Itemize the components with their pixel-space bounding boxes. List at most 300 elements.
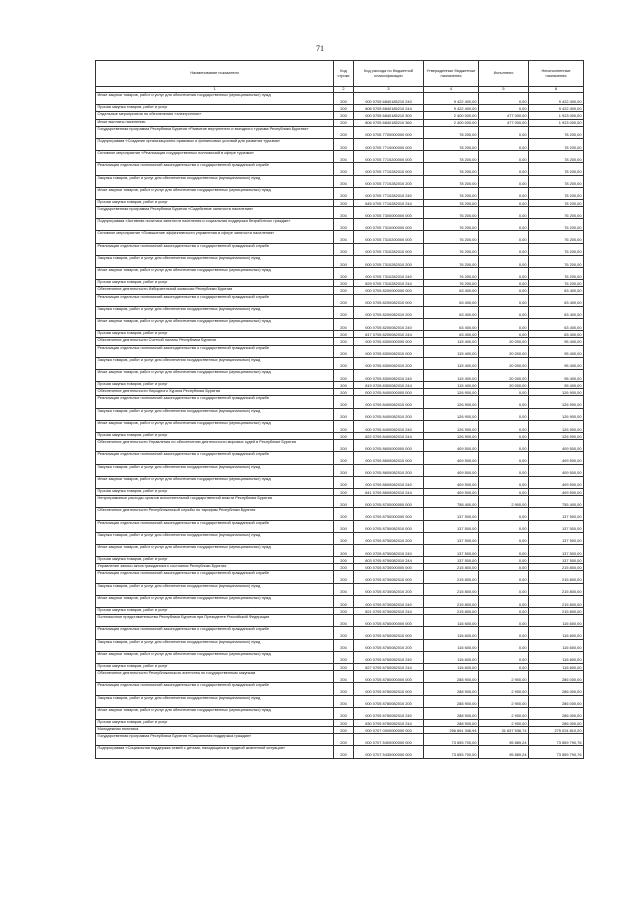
table-header [96, 61, 584, 93]
cell-unexecuted: 755 400,00 [529, 496, 584, 508]
cell-executed: 0,00 [479, 389, 529, 396]
cell-executed: 2 900,00 [479, 707, 529, 719]
cell-approved-budget: 126 900,00 [424, 420, 479, 432]
cell-classification-code: 000 0705 8300082010 000 [354, 345, 424, 357]
cell-indicator-name: Обеспечение деятельности Республиканского агентства по государственным закупкам [96, 671, 334, 683]
cell-unexecuted: 137 500,00 [529, 557, 584, 564]
cell-unexecuted: 116 600,00 [529, 627, 584, 639]
header-indicator-name: Наименование показателя [96, 61, 334, 87]
cell-executed: 2 900,00 [479, 671, 529, 683]
table-row [96, 287, 584, 294]
cell-classification-code: 000 0705 8400082010 200 [354, 408, 424, 420]
cell-unexecuted: 116 600,00 [529, 639, 584, 651]
cell-approved-budget: 76 200,00 [424, 268, 479, 280]
cell-indicator-name: Иные закупки товаров, работ и услуг для обеспечения государственных (муниципальных) нужд [96, 544, 334, 556]
cell-indicator-name: Государственная программа Республики Бурятия «Социальная поддержка граждан» [96, 734, 334, 746]
table-row [96, 564, 584, 571]
cell-classification-code: 000 0705 8750082010 200 [354, 532, 424, 544]
cell-classification-code: 000 0705 8600000000 000 [354, 440, 424, 452]
cell-classification-code: 000 0705 8600082010 200 [354, 464, 424, 476]
cell-line-code: 200 [334, 727, 354, 734]
cell-classification-code: 000 0705 7310000000 000 [354, 219, 424, 231]
cell-executed: 31 637 536,74 [479, 727, 529, 734]
cell-approved-budget: 76 200,00 [424, 231, 479, 243]
cell-executed: 0,00 [479, 663, 529, 670]
table-row [96, 532, 584, 544]
cell-unexecuted: 137 500,00 [529, 508, 584, 520]
cell-executed: 0,00 [479, 520, 529, 532]
cell-indicator-name: Реализация отдельных полномочий законодательства о государственной гражданской службе [96, 396, 334, 408]
cell-executed: 20 000,00 [479, 338, 529, 345]
cell-unexecuted: 95 400,00 [529, 369, 584, 381]
table-row [96, 280, 584, 287]
cell-line-code: 200 [334, 112, 354, 119]
cell-approved-budget: 115 400,00 [424, 345, 479, 357]
cell-classification-code: 000 0705 8200082010 000 [354, 294, 424, 306]
cell-indicator-name: Подпрограмма «Создание организационно-правовых и финансовых условий для развития туризма» [96, 138, 334, 150]
cell-approved-budget: 126 900,00 [424, 389, 479, 396]
table-row [96, 138, 584, 150]
cell-classification-code: 000 0705 8400000000 000 [354, 389, 424, 396]
cell-executed: 0,00 [479, 243, 529, 255]
cell-classification-code: 000 0705 8760082010 000 [354, 627, 424, 639]
cell-classification-code: 000 0705 8750082010 000 [354, 520, 424, 532]
cell-executed: 0,00 [479, 175, 529, 187]
cell-line-code: 200 [334, 187, 354, 199]
cell-executed: 20 000,00 [479, 382, 529, 389]
column-index-cell: 4 [424, 87, 479, 93]
cell-line-code: 200 [334, 440, 354, 452]
table-row [96, 345, 584, 357]
cell-line-code: 200 [334, 331, 354, 338]
cell-executed: 0,00 [479, 138, 529, 150]
cell-approved-budget: 288 900,00 [424, 695, 479, 707]
cell-line-code: 200 [334, 369, 354, 381]
cell-executed: 0,00 [479, 476, 529, 488]
cell-line-code: 200 [334, 671, 354, 683]
table-row [96, 219, 584, 231]
cell-unexecuted: 286 000,00 [529, 719, 584, 726]
cell-line-code: 200 [334, 564, 354, 571]
cell-unexecuted: 76 200,00 [529, 268, 584, 280]
cell-classification-code: 000 0705 8760082010 200 [354, 639, 424, 651]
cell-indicator-name: Непрограммные расходы органов исполнительной государственной власти Республики Бурятия [96, 496, 334, 508]
cell-line-code: 200 [334, 382, 354, 389]
cell-approved-budget: 215 800,00 [424, 564, 479, 571]
table-row [96, 571, 584, 583]
table-row [96, 695, 584, 707]
cell-classification-code: 806 0705 6840185210 360 [354, 119, 424, 126]
cell-executed: 0,00 [479, 452, 529, 464]
cell-classification-code: 000 0705 8730082010 200 [354, 583, 424, 595]
cell-classification-code: 000 0705 7710282010 000 [354, 163, 424, 175]
cell-unexecuted: 286 000,00 [529, 683, 584, 695]
table-row [96, 683, 584, 695]
table-row [96, 199, 584, 206]
cell-approved-budget: 137 500,00 [424, 520, 479, 532]
cell-classification-code: 000 0705 7310282010 200 [354, 255, 424, 267]
cell-approved-budget: 2 400 000,00 [424, 119, 479, 126]
cell-classification-code: 000 0705 8600082010 000 [354, 452, 424, 464]
cell-line-code: 200 [334, 408, 354, 420]
cell-indicator-name: Иные закупки товаров, работ и услуг для обеспечения государственных (муниципальных) нужд [96, 318, 334, 330]
cell-line-code: 200 [334, 496, 354, 508]
table-row [96, 396, 584, 408]
cell-approved-budget: 409 500,00 [424, 488, 479, 495]
cell-approved-budget: 115 400,00 [424, 369, 479, 381]
header-executed: Исполнено [479, 61, 529, 87]
cell-executed: 0,00 [479, 396, 529, 408]
cell-classification-code: 000 0705 8200082010 200 [354, 306, 424, 318]
table-row [96, 119, 584, 126]
cell-approved-budget: 78 200,00 [424, 163, 479, 175]
table-row [96, 207, 584, 219]
cell-indicator-name: Иные закупки товаров, работ и услуг для обеспечения государственных (муниципальных) нужд [96, 93, 334, 105]
cell-executed: 0,00 [479, 571, 529, 583]
cell-approved-budget: 116 600,00 [424, 663, 479, 670]
cell-indicator-name: Иные закупки товаров, работ и услуг для обеспечения государственных (муниципальных) нужд [96, 707, 334, 719]
cell-unexecuted: 215 800,00 [529, 583, 584, 595]
table-body [96, 93, 584, 759]
table-row [96, 318, 584, 330]
cell-approved-budget: 137 500,00 [424, 532, 479, 544]
cell-indicator-name: Закупка товаров, работ и услуг для обеспечения государственных (муниципальных) нужд [96, 306, 334, 318]
cell-approved-budget: 73 655 700,00 [424, 746, 479, 758]
column-index-cell: 5 [479, 87, 529, 93]
cell-line-code: 200 [334, 683, 354, 695]
cell-unexecuted: 73 559 790,76 [529, 746, 584, 758]
cell-indicator-name: Закупка товаров, работ и услуг для обеспечения государственных (муниципальных) нужд [96, 583, 334, 595]
table-row [96, 719, 584, 726]
budget-execution-table [95, 60, 584, 759]
cell-line-code: 200 [334, 105, 354, 112]
cell-indicator-name: Закупка товаров, работ и услуг для обеспечения государственных (муниципальных) нужд [96, 255, 334, 267]
cell-classification-code: 000 0705 8300000000 000 [354, 338, 424, 345]
cell-unexecuted: 95 400,00 [529, 382, 584, 389]
cell-indicator-name: Прочая закупка товаров, работ и услуг [96, 433, 334, 440]
cell-approved-budget: 78 200,00 [424, 126, 479, 138]
table-row [96, 357, 584, 369]
cell-approved-budget: 288 900,00 [424, 719, 479, 726]
cell-unexecuted: 63 400,00 [529, 306, 584, 318]
cell-line-code: 200 [334, 583, 354, 595]
cell-approved-budget: 409 500,00 [424, 464, 479, 476]
cell-line-code: 200 [334, 138, 354, 150]
cell-approved-budget: 76 200,00 [424, 207, 479, 219]
cell-unexecuted: 126 900,00 [529, 420, 584, 432]
cell-line-code: 200 [334, 151, 354, 163]
table-row [96, 639, 584, 651]
cell-unexecuted: 76 200,00 [529, 219, 584, 231]
cell-unexecuted: 73 559 790,76 [529, 734, 584, 746]
table-row [96, 389, 584, 396]
cell-unexecuted: 409 500,00 [529, 440, 584, 452]
cell-approved-budget: 758 400,00 [424, 496, 479, 508]
table-row [96, 175, 584, 187]
cell-indicator-name: Прочая закупка товаров, работ и услуг [96, 488, 334, 495]
cell-indicator-name: Реализация отдельных полномочий законодательства о государственной гражданской службе [96, 520, 334, 532]
cell-indicator-name: Закупка товаров, работ и услуг для обеспечения государственных (муниципальных) нужд [96, 639, 334, 651]
cell-line-code: 200 [334, 452, 354, 464]
table-row [96, 663, 584, 670]
cell-executed: 0,00 [479, 280, 529, 287]
cell-indicator-name: Прочая закупка товаров, работ и услуг [96, 719, 334, 726]
cell-approved-budget: 115 400,00 [424, 357, 479, 369]
cell-indicator-name: Подпрограмма «Социальная поддержка семей с детьми, находящихся в трудной жизненной ситуации» [96, 746, 334, 758]
cell-line-code: 200 [334, 433, 354, 440]
cell-unexecuted: 9 422 400,00 [529, 105, 584, 112]
cell-indicator-name: Реализация отдельных полномочий законодательства о государственной гражданской службе [96, 452, 334, 464]
cell-line-code: 200 [334, 207, 354, 219]
cell-line-code: 200 [334, 396, 354, 408]
column-index-cell: 6 [529, 87, 584, 93]
cell-unexecuted: 286 000,00 [529, 671, 584, 683]
table-row [96, 496, 584, 508]
cell-indicator-name: Закупка товаров, работ и услуг для обеспечения государственных (муниципальных) нужд [96, 357, 334, 369]
cell-unexecuted: 63 400,00 [529, 331, 584, 338]
cell-classification-code: 000 0705 8750082010 240 [354, 544, 424, 556]
cell-executed: 0,00 [479, 93, 529, 105]
cell-executed: 0,00 [479, 433, 529, 440]
cell-line-code: 200 [334, 746, 354, 758]
cell-approved-budget: 409 500,00 [424, 476, 479, 488]
cell-unexecuted: 286 000,00 [529, 695, 584, 707]
cell-approved-budget: 215 800,00 [424, 595, 479, 607]
cell-classification-code: 000 0705 8760000000 000 [354, 615, 424, 627]
cell-executed: 0,00 [479, 639, 529, 651]
cell-indicator-name: Государственная программа Республики Бурятия «Развитие внутреннего и въездного туризма Республики Бурятия» [96, 126, 334, 138]
cell-executed: 95 889,24 [479, 746, 529, 758]
cell-unexecuted: 137 500,00 [529, 520, 584, 532]
cell-executed: 20 000,00 [479, 345, 529, 357]
cell-executed: 477 000,00 [479, 112, 529, 119]
cell-executed: 0,00 [479, 231, 529, 243]
cell-line-code: 200 [334, 255, 354, 267]
cell-indicator-name: Прочая закупка товаров, работ и услуг [96, 382, 334, 389]
cell-classification-code: 000 0705 8730000000 000 [354, 564, 424, 571]
cell-unexecuted: 95 400,00 [529, 357, 584, 369]
cell-line-code: 200 [334, 287, 354, 294]
cell-executed: 95 889,24 [479, 734, 529, 746]
header-unexecuted: Неисполненные назначения [529, 61, 584, 87]
table-row [96, 331, 584, 338]
cell-approved-budget: 76 200,00 [424, 280, 479, 287]
cell-executed: 2 900,00 [479, 683, 529, 695]
cell-unexecuted: 275 024 810,20 [529, 727, 584, 734]
cell-classification-code: 000 0707 5400000000 000 [354, 734, 424, 746]
cell-unexecuted: 76 200,00 [529, 243, 584, 255]
cell-approved-budget: 76 200,00 [424, 255, 479, 267]
cell-indicator-name: Управление записи актов гражданского состояния Республики Бурятия [96, 564, 334, 571]
cell-indicator-name: Иные закупки товаров, работ и услуг для обеспечения государственных (муниципальных) нужд [96, 268, 334, 280]
table-row [96, 520, 584, 532]
cell-unexecuted: 126 900,00 [529, 396, 584, 408]
table-row [96, 382, 584, 389]
cell-executed: 0,00 [479, 420, 529, 432]
table-row [96, 557, 584, 564]
cell-approved-budget: 76 200,00 [424, 219, 479, 231]
page-number: 71 [316, 44, 324, 53]
cell-classification-code: 000 0705 7710282010 240 [354, 187, 424, 199]
cell-approved-budget: 63 400,00 [424, 287, 479, 294]
table-row [96, 440, 584, 452]
cell-unexecuted: 78 200,00 [529, 163, 584, 175]
cell-classification-code: 817 0705 8200082010 244 [354, 331, 424, 338]
cell-indicator-name: Основное мероприятие «Реализация государственных полномочий в сфере туризма» [96, 151, 334, 163]
cell-indicator-name: Закупка товаров, работ и услуг для обеспечения государственных (муниципальных) нужд [96, 532, 334, 544]
cell-executed: 0,00 [479, 544, 529, 556]
cell-classification-code: 000 0705 8730082010 000 [354, 571, 424, 583]
cell-line-code: 200 [334, 488, 354, 495]
cell-unexecuted: 1 923 000,00 [529, 112, 584, 119]
cell-executed: 0,00 [479, 583, 529, 595]
cell-classification-code: 000 0705 7700000000 000 [354, 126, 424, 138]
cell-line-code: 200 [334, 294, 354, 306]
cell-executed: 0,00 [479, 199, 529, 206]
cell-classification-code: 845 0705 7710282010 244 [354, 199, 424, 206]
cell-classification-code: 000 0705 8780082010 000 [354, 683, 424, 695]
cell-approved-budget: 137 500,00 [424, 544, 479, 556]
cell-classification-code: 000 0705 8200082010 240 [354, 318, 424, 330]
cell-line-code: 200 [334, 639, 354, 651]
cell-line-code: 200 [334, 615, 354, 627]
cell-line-code: 200 [334, 544, 354, 556]
cell-executed: 20 000,00 [479, 369, 529, 381]
table-row [96, 294, 584, 306]
cell-executed: 0,00 [479, 627, 529, 639]
cell-indicator-name: Иные закупки товаров, работ и услуг для обеспечения государственных (муниципальных) нужд [96, 595, 334, 607]
cell-line-code: 200 [334, 345, 354, 357]
cell-classification-code: 000 0705 8780082010 200 [354, 695, 424, 707]
cell-unexecuted: 63 400,00 [529, 294, 584, 306]
cell-unexecuted: 137 500,00 [529, 532, 584, 544]
cell-classification-code: 000 0705 8700000000 000 [354, 496, 424, 508]
cell-line-code: 200 [334, 571, 354, 583]
cell-classification-code: 830 0705 8780082010 244 [354, 719, 424, 726]
cell-indicator-name: Реализация отдельных полномочий законодательства о государственной гражданской службе [96, 571, 334, 583]
cell-executed: 0,00 [479, 408, 529, 420]
table-row [96, 476, 584, 488]
cell-unexecuted: 126 900,00 [529, 408, 584, 420]
cell-approved-budget: 116 600,00 [424, 615, 479, 627]
cell-indicator-name: Закупка товаров, работ и услуг для обеспечения государственных (муниципальных) нужд [96, 408, 334, 420]
cell-classification-code: 000 0705 7710200000 000 [354, 151, 424, 163]
cell-executed: 0,00 [479, 615, 529, 627]
cell-executed: 0,00 [479, 557, 529, 564]
cell-line-code: 200 [334, 695, 354, 707]
cell-line-code: 200 [334, 126, 354, 138]
cell-classification-code: 821 0705 8730082010 244 [354, 608, 424, 615]
cell-approved-budget: 78 200,00 [424, 187, 479, 199]
cell-unexecuted: 78 200,00 [529, 199, 584, 206]
cell-classification-code: 841 0705 8600082010 244 [354, 488, 424, 495]
cell-executed: 0,00 [479, 595, 529, 607]
cell-unexecuted: 126 900,00 [529, 389, 584, 396]
cell-line-code: 200 [334, 595, 354, 607]
cell-executed: 0,00 [479, 255, 529, 267]
cell-approved-budget: 288 900,00 [424, 671, 479, 683]
cell-classification-code: 000 0705 8400082010 000 [354, 396, 424, 408]
cell-classification-code: 000 0705 7310282010 000 [354, 243, 424, 255]
cell-executed: 0,00 [479, 151, 529, 163]
cell-approved-budget: 78 200,00 [424, 151, 479, 163]
cell-indicator-name: Обеспечение деятельности Счетной палаты Республики Бурятия [96, 338, 334, 345]
cell-executed: 2 900,00 [479, 719, 529, 726]
cell-line-code: 200 [334, 163, 354, 175]
header-classification-code: Код расхода по бюджетной классификации [354, 61, 424, 87]
cell-classification-code: 000 0705 8600082010 240 [354, 476, 424, 488]
cell-line-code: 200 [334, 357, 354, 369]
cell-unexecuted: 116 600,00 [529, 615, 584, 627]
cell-line-code: 200 [334, 280, 354, 287]
cell-executed: 0,00 [479, 126, 529, 138]
cell-classification-code: 829 0705 7310282010 244 [354, 280, 424, 287]
cell-indicator-name: Прочая закупка товаров, работ и услуг [96, 280, 334, 287]
cell-indicator-name: Реализация отдельных полномочий законодательства о государственной гражданской службе [96, 683, 334, 695]
table-row [96, 112, 584, 119]
cell-executed: 0,00 [479, 207, 529, 219]
cell-line-code: 200 [334, 306, 354, 318]
cell-indicator-name: Молодежная политика [96, 727, 334, 734]
header-line-code: Код строки [334, 61, 354, 87]
cell-approved-budget: 116 600,00 [424, 639, 479, 651]
cell-classification-code: 000 0707 0000000000 000 [354, 727, 424, 734]
cell-approved-budget: 116 600,00 [424, 627, 479, 639]
cell-unexecuted: 409 500,00 [529, 452, 584, 464]
cell-unexecuted: 1 923 000,00 [529, 119, 584, 126]
cell-unexecuted: 409 500,00 [529, 464, 584, 476]
cell-unexecuted: 116 600,00 [529, 663, 584, 670]
table-row [96, 583, 584, 595]
cell-line-code: 200 [334, 508, 354, 520]
table-row [96, 508, 584, 520]
cell-unexecuted: 116 600,00 [529, 651, 584, 663]
cell-unexecuted: 76 200,00 [529, 231, 584, 243]
cell-line-code: 200 [334, 389, 354, 396]
table-row [96, 306, 584, 318]
cell-approved-budget: 116 600,00 [424, 651, 479, 663]
cell-executed: 2 900,00 [479, 496, 529, 508]
cell-approved-budget: 215 800,00 [424, 608, 479, 615]
cell-executed: 0,00 [479, 306, 529, 318]
cell-line-code: 200 [334, 608, 354, 615]
cell-executed: 0,00 [479, 532, 529, 544]
cell-indicator-name: Реализация отдельных полномочий законодательства о государственной гражданской службе [96, 627, 334, 639]
table-row [96, 369, 584, 381]
table-row [96, 544, 584, 556]
column-index-cell: 3 [354, 87, 424, 93]
cell-classification-code: 000 0705 6840185210 240 [354, 93, 424, 105]
cell-unexecuted: 78 200,00 [529, 151, 584, 163]
cell-approved-budget: 137 500,00 [424, 508, 479, 520]
cell-line-code: 200 [334, 93, 354, 105]
cell-approved-budget: 256 661 346,94 [424, 727, 479, 734]
cell-indicator-name: Закупка товаров, работ и услуг для обеспечения государственных (муниципальных) нужд [96, 175, 334, 187]
cell-line-code: 200 [334, 420, 354, 432]
cell-line-code: 200 [334, 476, 354, 488]
table-row [96, 452, 584, 464]
cell-approved-budget: 288 900,00 [424, 683, 479, 695]
cell-line-code: 200 [334, 719, 354, 726]
table-row [96, 255, 584, 267]
cell-approved-budget: 126 900,00 [424, 396, 479, 408]
cell-unexecuted: 76 200,00 [529, 207, 584, 219]
cell-unexecuted: 76 200,00 [529, 255, 584, 267]
cell-indicator-name: Прочая закупка товаров, работ и услуг [96, 557, 334, 564]
cell-approved-budget: 63 400,00 [424, 306, 479, 318]
cell-indicator-name: Иные закупки товаров, работ и услуг для обеспечения государственных (муниципальных) нужд [96, 476, 334, 488]
table-row [96, 433, 584, 440]
